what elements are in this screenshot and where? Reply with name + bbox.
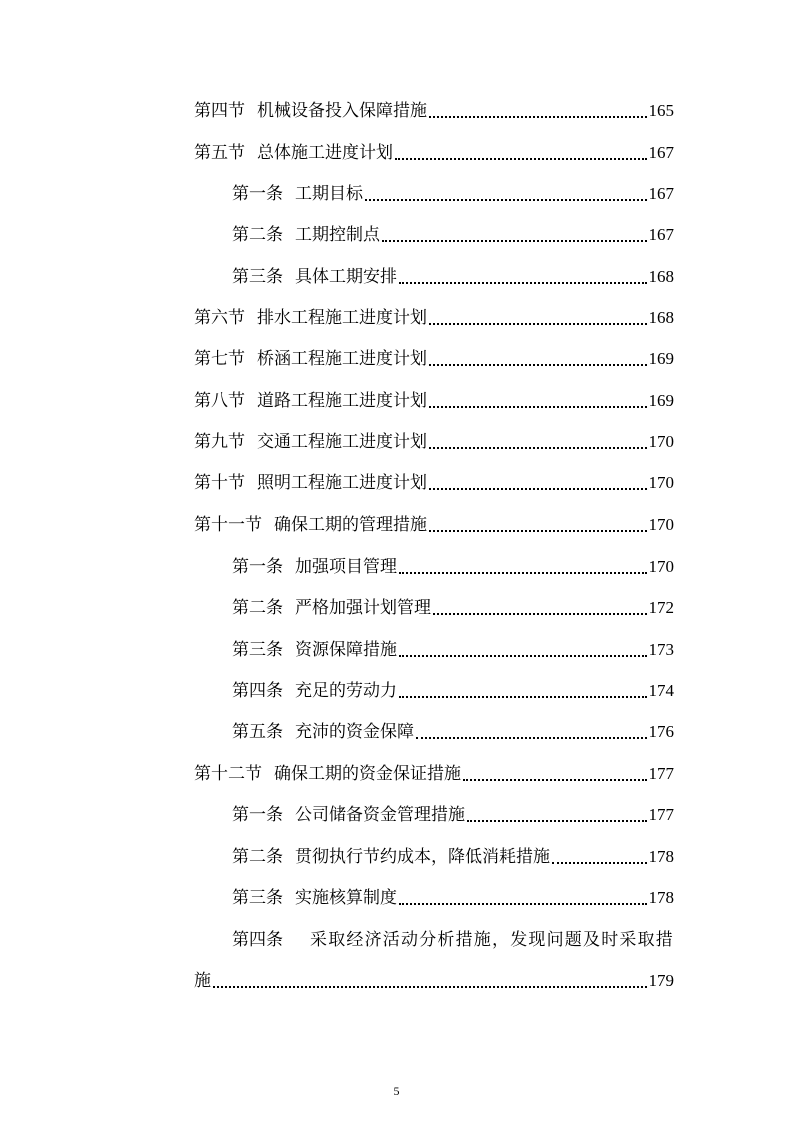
toc-title: 机械设备投入保障措施 (257, 101, 427, 121)
dot-leader (399, 901, 647, 905)
toc-page: 165 (648, 101, 674, 120)
toc-label: 第十二节 (194, 764, 262, 784)
toc-title: 资源保障措施 (295, 640, 397, 660)
toc-entry (232, 175, 674, 205)
toc-entry (232, 216, 674, 246)
toc-page: 170 (648, 557, 674, 576)
toc-label: 第一条 (232, 184, 283, 204)
dot-leader (399, 570, 647, 574)
toc-title: 采取经济活动分析措施，发现问题及时采取措 (310, 930, 674, 950)
toc-title: 总体施工进度计划 (257, 143, 393, 163)
dot-leader (416, 735, 647, 739)
toc-entry (232, 713, 674, 743)
dot-leader (395, 156, 647, 160)
toc-label: 第四条 (232, 681, 283, 701)
toc-title: 充足的劳动力 (295, 681, 397, 701)
toc-title: 交通工程施工进度计划 (257, 432, 427, 452)
toc-title: 确保工期的资金保证措施 (274, 764, 461, 784)
dot-leader (429, 114, 647, 118)
toc-entry (194, 382, 674, 412)
toc-page: 178 (648, 888, 674, 907)
dot-leader (429, 362, 647, 366)
toc-title: 实施核算制度 (295, 888, 397, 908)
toc-label: 第二条 (232, 598, 283, 618)
dot-leader (429, 321, 647, 325)
toc-page: 169 (648, 349, 674, 368)
toc-page: 179 (648, 971, 674, 990)
toc-label: 第五节 (194, 143, 245, 163)
toc-label: 第四节 (194, 101, 245, 121)
toc-entry (232, 672, 674, 702)
toc-label: 第九节 (194, 432, 245, 452)
toc-page: 174 (648, 681, 674, 700)
toc-page: 169 (648, 391, 674, 410)
toc-page: 170 (648, 473, 674, 492)
toc-title: 照明工程施工进度计划 (257, 473, 427, 493)
toc-title: 严格加强计划管理 (295, 598, 431, 618)
toc-title: 公司储备资金管理措施 (295, 805, 465, 825)
dot-leader (429, 528, 647, 532)
toc-title: 桥涵工程施工进度计划 (257, 349, 427, 369)
toc-title: 工期控制点 (295, 225, 380, 245)
toc-entry (232, 589, 674, 619)
toc-entry (232, 796, 674, 826)
toc-entry (194, 299, 674, 329)
toc-entry (194, 340, 674, 370)
toc-entry (194, 464, 674, 494)
toc-label: 第三条 (232, 888, 283, 908)
toc-entry (194, 92, 674, 122)
dot-leader (399, 653, 647, 657)
toc-label: 第一条 (232, 557, 283, 577)
toc-label: 第六节 (194, 308, 245, 328)
toc-label: 第八节 (194, 391, 245, 411)
toc-title: 加强项目管理 (295, 557, 397, 577)
toc-title: 排水工程施工进度计划 (257, 308, 427, 328)
toc-entry (194, 755, 674, 785)
toc-title: 贯彻执行节约成本，降低消耗措施 (295, 847, 550, 867)
toc-label: 第三条 (232, 640, 283, 660)
toc-entry-wrapped-continuation (194, 962, 674, 992)
toc-label: 第五条 (232, 722, 283, 742)
toc-label: 第二条 (232, 225, 283, 245)
toc-title: 充沛的资金保障 (295, 722, 414, 742)
dot-leader (433, 611, 647, 615)
dot-leader (213, 984, 647, 988)
toc-page: 178 (648, 847, 674, 866)
toc-entry (232, 258, 674, 288)
toc-page: 167 (648, 143, 674, 162)
dot-leader (429, 404, 647, 408)
toc-page: 173 (648, 640, 674, 659)
page-number: 5 (393, 1084, 400, 1098)
toc-page: 170 (648, 515, 674, 534)
toc-page: 176 (648, 722, 674, 741)
toc-label: 第十节 (194, 473, 245, 493)
toc-entry (194, 134, 674, 164)
toc-title: 道路工程施工进度计划 (257, 391, 427, 411)
toc-page: 170 (648, 432, 674, 451)
toc-title-continuation: 施 (194, 971, 211, 991)
toc-label: 第四条 (232, 930, 283, 950)
dot-leader (429, 445, 647, 449)
toc-page: 172 (648, 598, 674, 617)
toc-entry (232, 548, 674, 578)
toc-page: 168 (648, 267, 674, 286)
dot-leader (365, 197, 647, 201)
toc-title: 确保工期的管理措施 (274, 515, 427, 535)
dot-leader (429, 486, 647, 490)
toc-entry (232, 879, 674, 909)
dot-leader (467, 818, 647, 822)
dot-leader (463, 777, 647, 781)
toc-entry (194, 423, 674, 453)
toc-label: 第七节 (194, 349, 245, 369)
toc-entry (194, 506, 674, 536)
toc-page: 177 (648, 805, 674, 824)
dot-leader (552, 860, 647, 864)
dot-leader (382, 238, 647, 242)
toc-title: 工期目标 (295, 184, 363, 204)
dot-leader (399, 280, 647, 284)
toc-label: 第一条 (232, 805, 283, 825)
dot-leader (399, 694, 647, 698)
toc-page: 168 (648, 308, 674, 327)
toc-title: 具体工期安排 (295, 267, 397, 287)
toc-entry (232, 838, 674, 868)
toc-entry (232, 631, 674, 661)
toc-entry-wrapped (232, 921, 674, 951)
toc-label: 第二条 (232, 847, 283, 867)
toc-label: 第三条 (232, 267, 283, 287)
toc-page: 177 (648, 764, 674, 783)
toc-page: 167 (648, 184, 674, 203)
toc-label: 第十一节 (194, 515, 262, 535)
toc-page: 167 (648, 225, 674, 244)
